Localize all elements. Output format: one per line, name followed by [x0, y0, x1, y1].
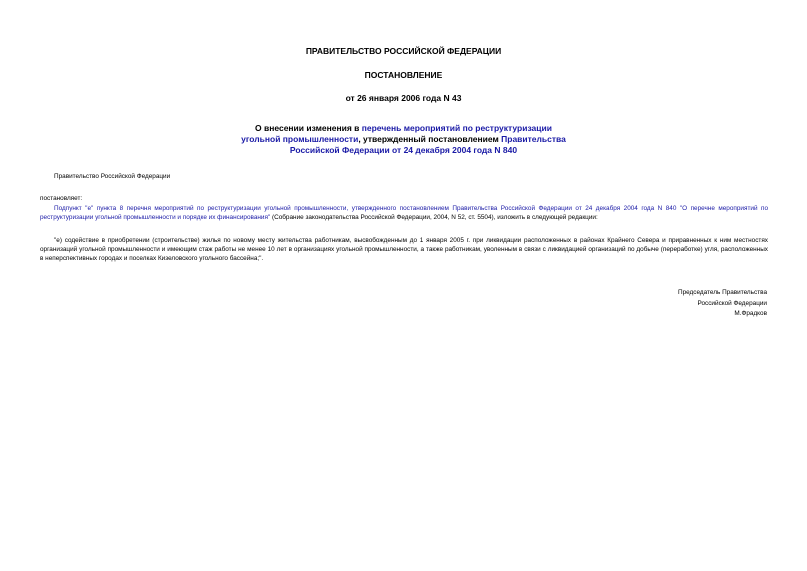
- signature-name: М.Фрадков: [734, 310, 767, 317]
- subject-approved-text: , утвержденный постановлением: [358, 134, 502, 144]
- subject-link-government[interactable]: Правительства: [501, 134, 566, 144]
- signature-title-1: Председатель Правительства: [678, 289, 767, 296]
- subpoint-rest: (Собрание законодательства Российской Федерации, 2004, N 52, ст. 5504), изложить в следующей редакции:: [270, 214, 598, 221]
- signature-title-2: Российской Федерации: [697, 299, 767, 307]
- body-resolves: постановляет:: [40, 195, 83, 202]
- subject-prefix: О внесении изменения в: [255, 123, 362, 133]
- body-subpoint-paragraph: [40, 204, 768, 222]
- subject-link-coal-industry[interactable]: угольной промышленности: [241, 134, 359, 144]
- subject-link-measures-list[interactable]: перечень мероприятий по реструктуризации: [361, 123, 552, 133]
- subpoint-link[interactable]: Подпункт "е" пункта 8 перечня мероприятий по реструктуризации угольной промышленности, утвержденного постановлением Правительства Российской Федерации от 24 декабря 2004 года N 840 "О перечне мероприятий по реструктуризации угольной промышленности и порядке их финансирования": [40, 205, 768, 221]
- document-type-heading: ПОСТАНОВЛЕНИЕ: [364, 70, 443, 80]
- body-government: Правительство Российской Федерации: [54, 173, 171, 180]
- document-subject: [0, 123, 807, 156]
- signature-block: [678, 288, 767, 320]
- subject-link-decree-840[interactable]: Российской Федерации от 24 декабря 2004 года N 840: [289, 145, 518, 155]
- document-date-number: от 26 января 2006 года N 43: [345, 93, 462, 103]
- body-quoted-text: "е) содействие в приобретении (строительстве) жилья по новому месту жительства работникам, высвобожденным до 1 января 2005 г. при ликвидации расположенных в районах Крайнего Севера и приравненных к ним местностях организаций угольной промышленности и имеющим стаж работы не менее 10 лет в организациях угольной промышленности, а также работникам, уволенным в связи с ликвидацией организаций по добыче (переработке) угля, расположенных в неперспективных городах и поселках Кизеловского угольного бассейна;".: [40, 237, 768, 262]
- government-heading: ПРАВИТЕЛЬСТВО РОССИЙСКОЙ ФЕДЕРАЦИИ: [305, 46, 502, 56]
